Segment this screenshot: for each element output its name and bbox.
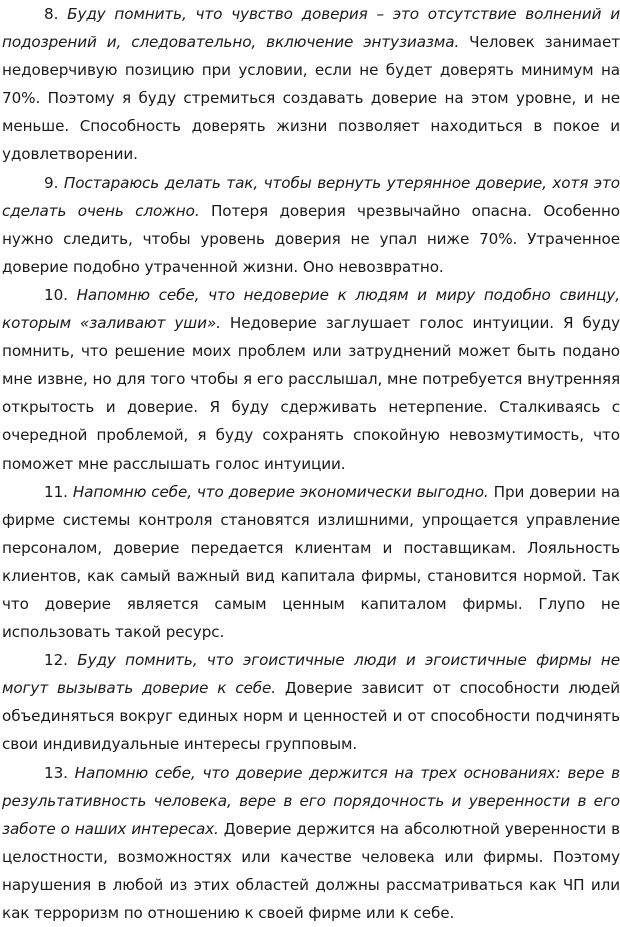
paragraph-body: Человек занимает недоверчивую позицию при условии, если не будет доверять минимум на 70%. Поэтому я буду стремиться создавать доверие на этом уровне, и не меньше. Способность доверять жизни позволяет находиться в покое и удовлетворении.	[2, 33, 620, 164]
paragraph-emphasis: Буду помнить, что чувство доверия – это отсутствие волнений и подозрений и, следовательно, включение энтузиазма.	[2, 5, 620, 52]
paragraph-number: 11.	[44, 482, 68, 501]
paragraph-body: Недоверие заглушает голос интуиции. Я буду помнить, что решение моих проблем или затруднений может быть подано мне извне, но для того чтобы я его расслышал, мне потребуется внутренняя открытость и доверие. Я буду сдерживать нетерпение. Сталкиваясь с очередной проблемой, я буду сохранять спокойную невозмутимость, что поможет мне расслышать голос интуиции.	[2, 314, 620, 473]
paragraph-number: 13.	[44, 763, 68, 782]
paragraph-emphasis: Буду помнить, что эгоистичные люди и эгоистичные фирмы не могут вызывать доверие к себе.	[2, 651, 620, 698]
paragraph-number: 12.	[44, 651, 68, 670]
paragraph-number: 9.	[44, 173, 59, 192]
paragraph-number: 10.	[44, 285, 68, 304]
paragraph-number: 8.	[44, 5, 59, 23]
paragraph-10	[2, 281, 620, 478]
paragraph-body: Доверие зависит от способности людей объединяться вокруг единых норм и ценностей и от способности подчинять свои индивидуальные интересы групповым.	[2, 679, 620, 754]
paragraph-body: Доверие держится на абсолютной уверенности в целостности, возможностях или качестве человека или фирмы. Поэтому нарушения в любой из этих областей должны рассматриваться как ЧП или как терроризм по отношению к своей фирме или к себе.	[2, 819, 620, 922]
paragraph-body: Потеря доверия чрезвычайно опасна. Особенно нужно следить, чтобы уровень доверия не упал ниже 70%. Утраченное доверие подобно утраченной жизни. Оно невозвратно.	[2, 201, 620, 276]
paragraph-8	[2, 0, 620, 169]
paragraph-emphasis: Напомню себе, что доверие экономически выгодно.	[72, 482, 489, 501]
paragraph-emphasis: Постараюсь делать так, чтобы вернуть утерянное доверие, хотя это сделать очень сложно.	[2, 173, 620, 220]
paragraph-body: При доверии на фирме системы контроля становятся излишними, упрощается управление персоналом, доверие передается клиентам и поставщикам. Лояльность клиентов, как самый важный вид капитала фирмы, становится нормой. Так что доверие является самым ценным капиталом фирмы. Глупо не использовать такой ресурс.	[2, 482, 620, 642]
paragraph-9	[2, 169, 620, 281]
paragraph-12	[2, 646, 620, 758]
document-page	[2, 0, 620, 927]
paragraph-11	[2, 478, 620, 647]
paragraph-emphasis: Напомню себе, что доверие держится на трех основаниях: вере в результативность человека, вере в его порядочность и уверенности в его заботе о наших интересах.	[2, 763, 620, 838]
paragraph-13	[2, 759, 620, 927]
paragraph-emphasis: Напомню себе, что недоверие к людям и миру подобно свинцу, которым «заливают уши».	[2, 285, 620, 333]
